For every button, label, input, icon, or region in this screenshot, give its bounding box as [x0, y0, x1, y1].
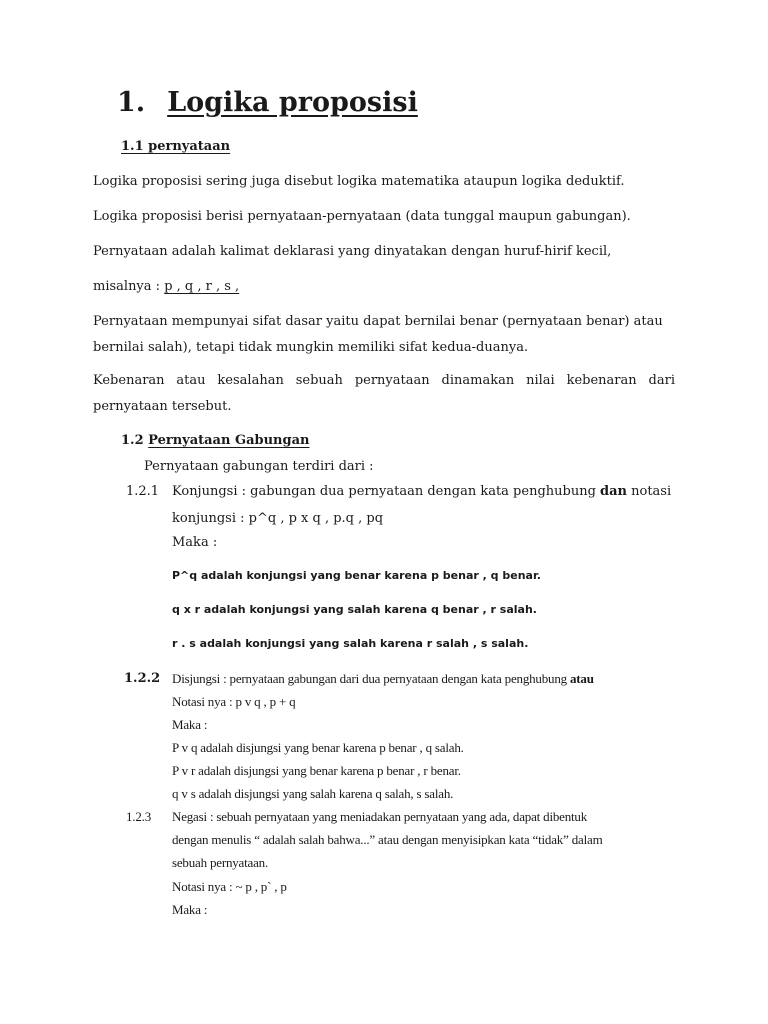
konjungsi-example-2: q x r adalah konjungsi yang salah karena q benar , r salah.: [172, 603, 537, 616]
konjungsi-notasi-word: notasi: [627, 484, 672, 499]
item-1-2-3-line2: dengan menulis “ adalah salah bahwa...” atau dengan menyisipkan kata “tidak” dalam: [172, 832, 603, 847]
item-1-2-3-number: 1.2.3: [126, 809, 152, 824]
konjungsi-example-1: P^q adalah konjungsi yang benar karena p benar , q benar.: [172, 569, 541, 582]
disjungsi-example-2: P v r adalah disjungsi yang benar karena p benar , r benar.: [172, 763, 461, 778]
section-1-2-intro: Pernyataan gabungan terdiri dari :: [144, 459, 374, 474]
item-1-2-1-number: 1.2.1: [126, 484, 160, 499]
section-1-2-label: Pernyataan Gabungan: [148, 433, 310, 448]
item-1-2-2-line1: [172, 671, 594, 687]
item-1-2-1-line2: konjungsi : p^q , p x q , p.q , pq: [172, 511, 384, 526]
paragraph-1: Logika proposisi sering juga disebut logika matematika ataupun logika deduktif.: [93, 174, 625, 189]
item-1-2-3-line3: sebuah pernyataan.: [172, 855, 269, 870]
heading-title: Logika proposisi: [167, 87, 418, 118]
item-1-2-2-maka: Maka :: [172, 717, 208, 732]
paragraph-6: Kebenaran atau kesalahan sebuah pernyataan dinamakan nilai kebenaran dari pernyataan tersebut.: [93, 373, 675, 414]
section-1-2-number: 1.2: [121, 433, 149, 448]
item-1-2-1-maka: Maka :: [172, 535, 218, 550]
paragraph-4: [93, 279, 239, 295]
disjungsi-example-3: q v s adalah disjungsi yang salah karena q salah, s salah.: [172, 786, 454, 801]
item-1-2-2-number: 1.2.2: [124, 671, 161, 686]
konjungsi-definition: Konjungsi : gabungan dua pernyataan dengan kata penghubung: [172, 484, 601, 499]
item-1-2-1-line1: [172, 484, 671, 500]
disjungsi-example-1: P v q adalah disjungsi yang benar karena p benar , q salah.: [172, 740, 464, 755]
example-prefix: misalnya :: [93, 279, 165, 294]
paragraph-3: Pernyataan adalah kalimat deklarasi yang dinyatakan dengan huruf-hirif kecil,: [93, 244, 612, 259]
paragraph-2: Logika proposisi berisi pernyataan-pernyataan (data tunggal maupun gabungan).: [93, 209, 631, 224]
example-variables: p , q , r , s ,: [164, 279, 240, 294]
keyword-atau: atau: [569, 671, 594, 686]
section-1-1-title: 1.1 pernyataan: [121, 139, 231, 154]
paragraph-5: Pernyataan mempunyai sifat dasar yaitu dapat bernilai benar (pernyataan benar) atau bernilai salah), tetapi tidak mungkin memiliki sifat kedua-duanya.: [93, 314, 663, 355]
item-1-2-2-notation: Notasi nya : p v q , p + q: [172, 694, 296, 709]
konjungsi-example-3: r . s adalah konjungsi yang salah karena r salah , s salah.: [172, 637, 529, 650]
page-title: [117, 87, 418, 118]
item-1-2-3-line1: Negasi : sebuah pernyataan yang meniadakan pernyataan yang ada, dapat dibentuk: [172, 809, 588, 824]
disjungsi-definition: Disjungsi : pernyataan gabungan dari dua pernyataan dengan kata penghubung: [172, 671, 570, 686]
section-1-2-title: [121, 433, 309, 448]
item-1-2-3-notation: Notasi nya : ~ p , p` , p: [172, 879, 287, 894]
keyword-dan: dan: [600, 484, 627, 499]
heading-number: 1.: [117, 87, 146, 118]
item-1-2-3-maka: Maka :: [172, 902, 208, 917]
